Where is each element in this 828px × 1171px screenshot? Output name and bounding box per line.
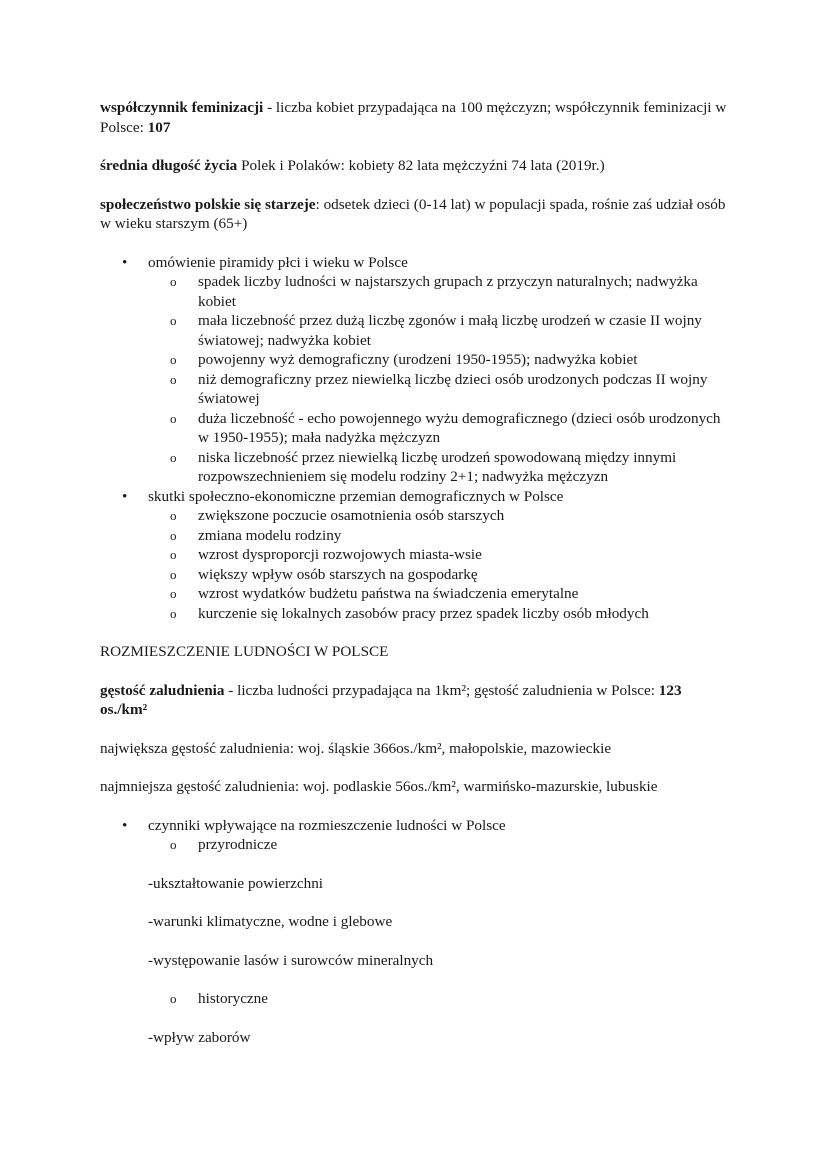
life-expectancy-text: Polek i Polaków: kobiety 82 lata mężczyźni 74 lata (2019r.) bbox=[237, 157, 605, 174]
aging-term: społeczeństwo polskie się starzeje bbox=[100, 195, 316, 213]
bullet-icon: • bbox=[122, 253, 128, 271]
density-paragraph bbox=[100, 681, 728, 720]
circle-bullet-icon: o bbox=[170, 566, 177, 582]
circle-bullet-icon: o bbox=[170, 508, 177, 523]
list-item-text: duża liczebność - echo powojennego wyżu demograficznego (dzieci osób urodzonych w 1950-1955); mała nadyżka mężczyzn bbox=[198, 409, 721, 446]
feminization-paragraph bbox=[100, 98, 728, 137]
aging-text: : odsetek dzieci (0-14 lat) w populacji spada, rośnie zaś udział osób w wieku starszym (65+) bbox=[100, 195, 726, 232]
list-item bbox=[100, 584, 728, 604]
list-item bbox=[100, 350, 728, 370]
list-item-text: kurczenie się lokalnych zasobów pracy przez spadek liczby osób młodych bbox=[198, 604, 649, 622]
circle-bullet-icon: o bbox=[170, 605, 177, 621]
feminization-value: 107 bbox=[147, 118, 171, 136]
dash-item: -ukształtowanie powierzchni bbox=[148, 874, 324, 892]
life-expectancy-term: średnia długość życia bbox=[100, 157, 238, 174]
list-item-text: niż demograficzny przez niewielką liczbę dzieci osób urodzonych podczas II wojny światowej bbox=[198, 370, 708, 407]
min-density-paragraph: najmniejsza gęstość zaludnienia: woj. podlaskie 56os./km², warmińsko-mazurskie, lubuskie bbox=[100, 778, 658, 795]
bullet-icon: • bbox=[122, 487, 128, 505]
circle-bullet-icon: o bbox=[170, 371, 177, 387]
aging-paragraph bbox=[100, 195, 728, 234]
bullet-icon: • bbox=[122, 816, 128, 834]
max-density-paragraph: największa gęstość zaludnienia: woj. śląskie 366os./km², małopolskie, mazowieckie bbox=[100, 739, 612, 757]
feminization-text: - liczba kobiet przypadająca na 100 mężczyzn; współczynnik feminizacji w Polsce: bbox=[100, 99, 727, 136]
list-item-text: większy wpływ osób starszych na gospodarkę bbox=[198, 565, 478, 583]
circle-bullet-icon: o bbox=[170, 586, 177, 601]
dash-item: -wpływ zaborów bbox=[148, 1028, 251, 1046]
list-item bbox=[100, 409, 728, 448]
density-text: - liczba ludności przypadająca na 1km²; gęstość zaludnienia w Polsce: bbox=[224, 681, 659, 699]
list-item-text: zmiana modelu rodziny bbox=[198, 526, 342, 544]
historical-list bbox=[100, 989, 728, 1009]
list-item bbox=[100, 311, 728, 350]
list-item-text: historyczne bbox=[198, 990, 269, 1007]
section-heading: ROZMIESZCZENIE LUDNOŚCI W POLSCE bbox=[100, 643, 389, 660]
circle-bullet-icon: o bbox=[170, 449, 177, 465]
list-item-text: wzrost dysproporcji rozwojowych miasta-wsie bbox=[198, 546, 482, 563]
list-item bbox=[100, 487, 728, 507]
list-item bbox=[100, 604, 728, 624]
density-value: 123 os./km² bbox=[100, 681, 682, 718]
list-item-text: niska liczebność przez niewielką liczbę urodzeń spowodowaną między innymi rozpowszechnieniem się modelu rodziny 2+1; nadwyżka mężczyzn bbox=[198, 448, 677, 485]
demography-list bbox=[100, 253, 728, 624]
life-expectancy-paragraph bbox=[100, 156, 728, 176]
circle-bullet-icon: o bbox=[170, 274, 177, 289]
list-item bbox=[100, 989, 728, 1009]
list-item bbox=[100, 835, 728, 855]
list-item bbox=[100, 272, 728, 311]
circle-bullet-icon: o bbox=[170, 410, 177, 426]
list-item-text: wzrost wydatków budżetu państwa na świadczenia emerytalne bbox=[198, 585, 579, 602]
list-item-text: spadek liczby ludności w najstarszych grupach z przyczyn naturalnych; nadwyżka kobiet bbox=[198, 273, 698, 310]
circle-bullet-icon: o bbox=[170, 352, 177, 367]
list-item-text: omówienie piramidy płci i wieku w Polsce bbox=[148, 253, 408, 271]
list-item-text: powojenny wyż demograficzny (urodzeni 1950-1955); nadwyżka kobiet bbox=[198, 351, 638, 368]
circle-bullet-icon: o bbox=[170, 313, 177, 328]
circle-bullet-icon: o bbox=[170, 547, 177, 562]
dash-item: -występowanie lasów i surowców mineralnych bbox=[148, 951, 434, 969]
circle-bullet-icon: o bbox=[170, 527, 177, 543]
list-item-text: mała liczebność przez dużą liczbę zgonów i małą liczbę urodzeń w czasie II wojny światowej; nadwyżka kobiet bbox=[198, 312, 702, 349]
circle-bullet-icon: o bbox=[170, 837, 177, 852]
list-item bbox=[100, 816, 728, 836]
list-item-text: przyrodnicze bbox=[198, 836, 278, 853]
list-item bbox=[100, 526, 728, 546]
list-item-text: skutki społeczno-ekonomiczne przemian demograficznych w Polsce bbox=[148, 487, 564, 505]
density-term: gęstość zaludnienia bbox=[100, 681, 225, 699]
feminization-term: współczynnik feminizacji bbox=[100, 99, 264, 116]
list-item bbox=[100, 506, 728, 526]
dash-item: -warunki klimatyczne, wodne i glebowe bbox=[148, 913, 393, 930]
list-item-text: zwiększone poczucie osamotnienia osób starszych bbox=[198, 507, 505, 524]
circle-bullet-icon: o bbox=[170, 991, 177, 1006]
list-item bbox=[100, 545, 728, 565]
list-item bbox=[100, 565, 728, 585]
list-item-text: czynniki wpływające na rozmieszczenie ludności w Polsce bbox=[148, 816, 506, 834]
list-item bbox=[100, 370, 728, 409]
distribution-factors-list bbox=[100, 816, 728, 855]
list-item bbox=[100, 253, 728, 273]
list-item bbox=[100, 448, 728, 487]
